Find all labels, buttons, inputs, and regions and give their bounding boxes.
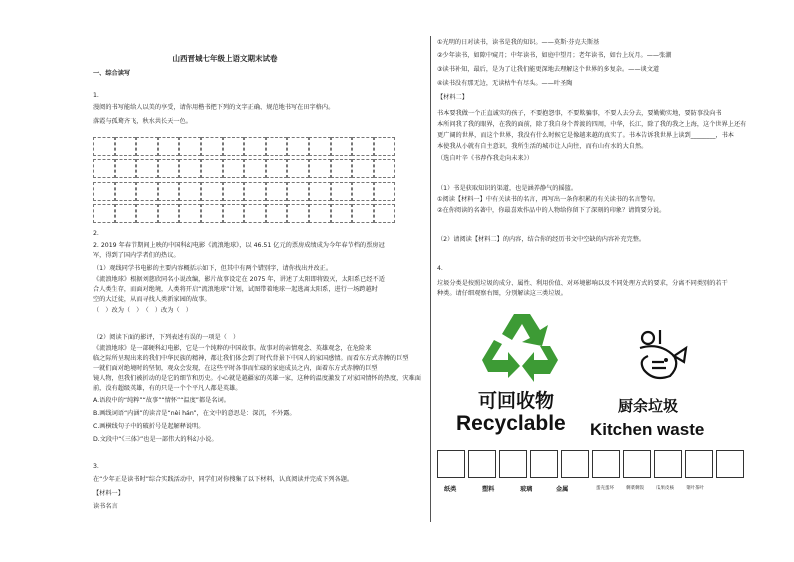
kitchen-label-3: 瓜果皮核 (656, 486, 674, 491)
material2-line1: 书本要我做一个正直诚实的孩子，不要抱怨事，不要欺骗事，不要人去分去，要勤勤实地，要防事没向书 (437, 110, 722, 117)
kitchen-label-1: 蛋壳蛋坏 (596, 486, 614, 491)
q3-number: 3. (93, 463, 99, 470)
q4-intro-line1: 垃圾分类是按照垃圾的成分、属性、利用价值、对环境影响以及不同处理方式的要求，分离不同类别的若干 (437, 280, 728, 287)
q3-intro: 在“少年正是读书时”综合实践活动中，同学们对你搜集了以下材料，认真阅读并完成下列各题。 (93, 476, 354, 483)
material2-line2: 本所问我了我的眼界，在我的面前，除了我自身个普渡的四周，中华，长江，除了我的我之上海，这个世界上还有 (437, 121, 747, 128)
quote-1: ①光明的日对读书，读书是我的知识。——莫斯·芬克夫斯基 (437, 39, 600, 46)
q2-sub2: （2）阅读下面的影评，下列表述有误的一项是（ ） (93, 334, 240, 341)
recycle-label-metal: 金属 (556, 486, 569, 493)
q2-review-line1: 《流浪地球》是一部硬科幻电影，它是一个纯粹的中国故事。故事对的亲情观念、英雄观念，在危险来 (93, 345, 372, 352)
q2-option-a[interactable]: A.语段中的“纯粹”“故事”“情怀”“温度”都是名词。 (93, 397, 230, 404)
q2-option-b[interactable]: B.画线词语“内涵”的读音是“nèi hán”，在文中的意思是：深沉，不外露。 (93, 410, 296, 417)
q2-option-c[interactable]: C.画横线句子中的破折号是起解释说明。 (93, 423, 205, 430)
recyclable-en-label: Recyclable (456, 412, 566, 435)
quote-2: ②少年读书，如隙中窥月；中年读书，如庭中望月；老年读书，如台上玩月。——张潮 (437, 52, 672, 59)
q1-intro: 漫阅的书写能给人以美的享受，请你用楷书把下列的文字正确、规范地书写在田字格内。 (93, 104, 335, 111)
can-icon (530, 450, 558, 478)
fruit-peel-icon (654, 450, 682, 478)
kitchen-waste-icon (630, 326, 690, 386)
q3-material1-title: 读书名言 (93, 503, 118, 510)
kitchen-label-4: 菜叶茶叶 (686, 486, 704, 491)
kitchen-label-2: 剩菜剩饭 (626, 486, 644, 491)
recycle-label-plastic: 塑料 (482, 486, 495, 493)
box-icon (561, 450, 589, 478)
page-title: 山西晋城七年级上语文期末试卷 (172, 54, 278, 63)
column-divider (430, 36, 431, 522)
q3-sub1: （1）书是获取知识的渠道，也是涵养静气的摇篮。 (437, 185, 578, 192)
recyclable-icon-row (437, 450, 592, 478)
eggshell-icon (592, 450, 620, 478)
kitchen-icon-row (592, 450, 747, 478)
q2-review-line2: 临之际所呈现出来的我们中华民族的精神，都让我们体会到了时代背景下中国人的家国感情。而看东方式赤膊的巨型 (93, 355, 409, 362)
vegetable-icon (685, 450, 713, 478)
q3-sub1b: ②在你阅读的名著中，你最喜欢作品中的人物给你留下了深刻的印象？请简要分说。 (437, 207, 666, 214)
quote-4: ④读书没有那无边，无读枯牛有尽头。——叶圣陶 (437, 80, 573, 87)
material2-line3: 更广阔的世界，而这个世界，我没有什么时候它是像越来越的真实了。书本告诉我世界上读到________，书本 (437, 132, 734, 139)
q2-p2: 合人类生存，而面对绝境，人类将开启“流浪地球”计划，试图带着地球一起逃离太阳系，进行一场跨越时 (93, 286, 378, 293)
q3-sub2: （2）请阅读【材料二】的内容，结合你的经历书文中空缺的内容补充完整。 (437, 236, 646, 243)
recyclable-cn-label: 可回收物 (478, 390, 555, 412)
q3-material1-heading: 【材料一】 (93, 490, 124, 497)
q2-intro-line1: 2. 2019 年春节期间上映的中国科幻电影《流浪地球》，以 46.51 亿元的票房成绩成为今年春节档的票房冠 (93, 242, 385, 249)
leftovers-icon (623, 450, 651, 478)
recycle-label-paper: 纸类 (444, 486, 457, 493)
kitchen-waste-cn-label: 厨余垃圾 (618, 397, 679, 415)
writing-grid-row-1[interactable] (93, 137, 396, 158)
kitchen-waste-en-label: Kitchen waste (590, 420, 705, 439)
q2-review-line3: 一就们面对绝境时的坚韧，观众会发现，在这些平时各事而忙碌的家庭成员之内，面着东方式赤膊的巨型 (93, 365, 378, 372)
plastic-icon (468, 450, 496, 478)
writing-grid-row-3[interactable] (93, 182, 396, 203)
q2-p1: 《流浪地球》根据刘慈欣同名小说改编，影片故事设定在 2075 年，讲述了太阳即将毁灭，太阳系已经不适 (93, 276, 385, 283)
paper-icon (437, 450, 465, 478)
q2-blanks[interactable]: （ ）改为（ ） （ ）改为（ ） (93, 307, 192, 314)
material2-heading: 【材料二】 (437, 94, 468, 101)
q2-review-line5: 前，没有超级英雄，有的只是一个个平凡人都是英雄。 (93, 385, 242, 392)
q4-number: 4. (437, 265, 443, 272)
q2-intro-line2: 军，得到了国内学者们的热议。 (93, 252, 180, 259)
quote-3: ③读书补知，最后，是为了让我们能更深地去理解这个世界的多复杂。——谈文道 (437, 66, 660, 73)
material2-source: （选自叶辛《书荐作我走向未来》） (437, 155, 533, 162)
q2-p3: 空的大迁徒，从而寻找人类新家园的故事。 (93, 296, 211, 303)
bottle-icon (499, 450, 527, 478)
recycle-label-glass: 玻璃 (520, 486, 533, 493)
writing-grid-row-2[interactable] (93, 159, 396, 180)
q1-text: 落霞与孤鹜齐飞，秋水共长天一色。 (93, 118, 192, 125)
q3-sub1a: ①阅读【材料一】中有关读书的名言，再写出一条你积累的有关读书的名言警句。 (437, 196, 660, 203)
q2-option-d[interactable]: D.文段中“《三体》”也是一部伟大的科幻小说。 (93, 436, 218, 443)
section-heading: 一、综合读写 (93, 70, 131, 77)
writing-grid-row-4[interactable] (93, 204, 396, 225)
q2-number: 2. (93, 230, 99, 237)
q2-review-line4: 镜人物，但我们被折动的是它的细节和历史。小心就是越疆家的英雄一家，这种的温度激发了对家国情怀的热度，灾难面 (93, 375, 421, 382)
q4-intro-line2: 种类。请仔细观察右图，分别解读这三类垃圾。 (437, 290, 567, 297)
material2-line4: 本使我从小就有自主意识，我所生活的城市让人向往，而有山有水的大自然。 (437, 143, 648, 150)
recycle-icon (478, 310, 566, 386)
fish-bone-icon (716, 450, 744, 478)
q2-sub1: （1）观线同学书电影的主要内容概括示如下，但其中有两个错别字，请你找出并改正。 (93, 265, 333, 272)
q1-number: 1. (93, 92, 99, 99)
